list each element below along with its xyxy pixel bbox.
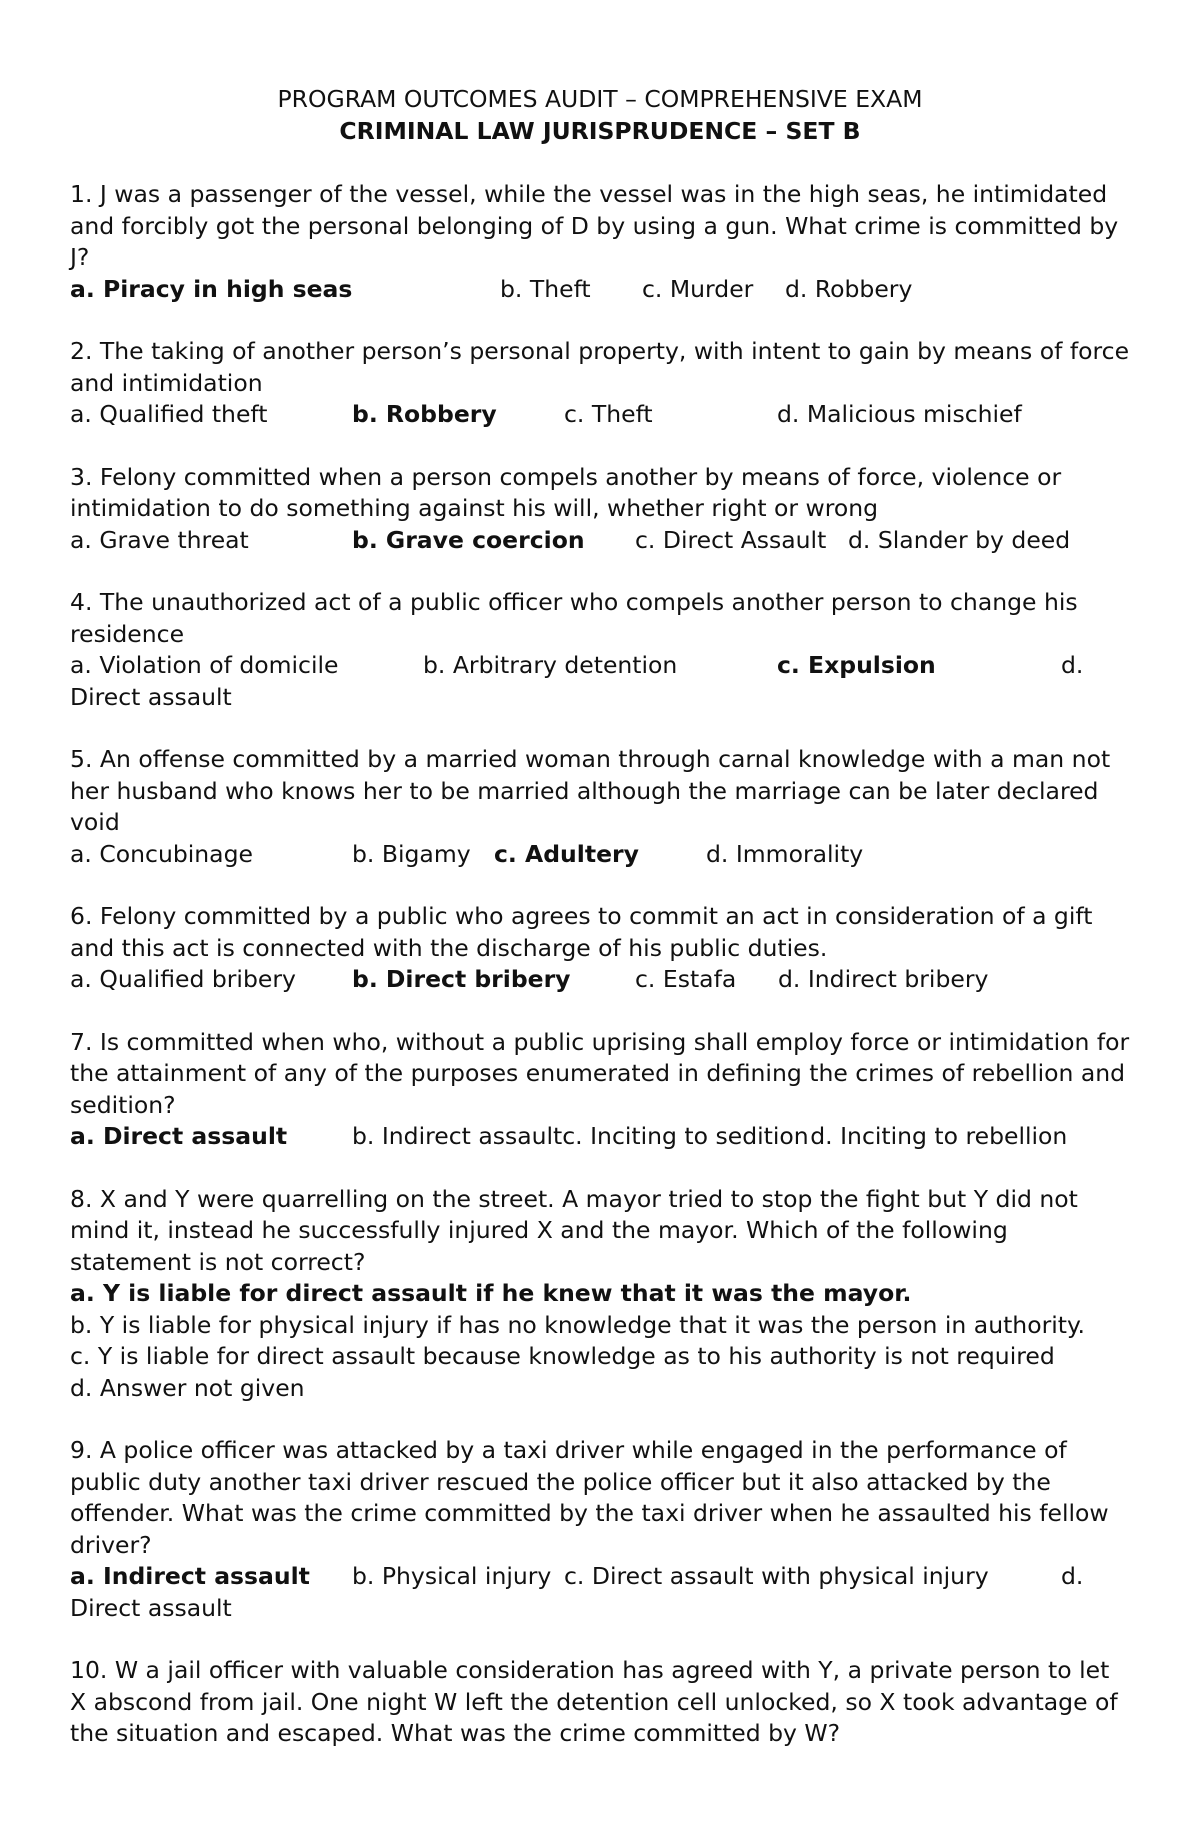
choice-a: a. Grave threat (70, 525, 249, 554)
choice-a: a. Y is liable for direct assault if he knew that it was the mayor. (70, 1279, 912, 1307)
question-text: 10. W a jail officer with valuable consideration has agreed with Y, a private person to let X abscond from jail. One night W left the detention cell unlocked, so X took advantage of the situation and escaped. What was the crime committed by W? (70, 1656, 1118, 1747)
choice-a: a. Qualified theft (70, 400, 268, 428)
choice-a: a. Qualified bribery (70, 965, 296, 993)
choice-d-text: Direct assault (70, 1593, 232, 1622)
question-text: 4. The unauthorized act of a public officer who compels another person to change his residence (70, 588, 1078, 648)
exam-page (70, 84, 1130, 1750)
choice-d: d. Slander by deed (848, 525, 1071, 554)
choice-d: d. Robbery (785, 274, 913, 303)
choice-c: c. Theft (564, 400, 653, 428)
choice-c: c. Inciting to sedition (562, 1122, 809, 1150)
question-text: 1. J was a passenger of the vessel, while the vessel was in the high seas, he intimidated and forcibly got the personal belonging of D by using a gun. What crime is committed by J? (70, 180, 1119, 271)
question-text: 5. An offense committed by a married woman through carnal knowledge with a man not her husband who knows her to be married although the marriage can be later declared void (70, 745, 1111, 836)
choice-a: a. Indirect assault (70, 1562, 310, 1590)
question-10 (70, 1655, 1130, 1750)
question-5 (70, 744, 1130, 870)
choice-a: a. Direct assault (70, 1122, 288, 1150)
choice-b: b. Direct bribery (352, 965, 571, 993)
choice-d: d. Malicious mischief (777, 400, 1022, 428)
choice-c: c. Estafa (635, 965, 737, 993)
choice-b: b. Theft (500, 274, 591, 303)
choices (70, 839, 1130, 871)
question-text: 6. Felony committed by a public who agrees to commit an act in consideration of a gift and this act is connected with the discharge of his public duties. (70, 902, 1093, 962)
question-6 (70, 901, 1130, 996)
choices (70, 525, 1130, 557)
choice-d: d. Immorality (706, 839, 864, 868)
choice-b: b. Bigamy (352, 839, 471, 868)
choices (70, 399, 1130, 431)
choice-a: a. Concubinage (70, 839, 253, 868)
question-8 (70, 1184, 1130, 1405)
choice-a: a. Piracy in high seas (70, 274, 353, 303)
question-text: 7. Is committed when who, without a public uprising shall employ force or intimidation for the attainment of any of the purposes enumerated in defining the crimes of rebellion and sedition? (70, 1027, 1130, 1119)
choice-c: c. Expulsion (777, 651, 936, 679)
choice-b: b. Y is liable for physical injury if has no knowledge that it was the person in authority. (70, 1310, 1086, 1339)
choices (70, 650, 1130, 682)
choice-d: d. (1061, 651, 1084, 679)
choice-c: c. Adultery (494, 839, 639, 868)
exam-subtitle: CRIMINAL LAW JURISPRUDENCE – SET B (339, 116, 861, 145)
choices (70, 1121, 1130, 1153)
choice-b: b. Robbery (352, 400, 497, 428)
exam-title: PROGRAM OUTCOMES AUDIT – COMPREHENSIVE EXAM (277, 85, 923, 113)
question-3 (70, 462, 1130, 557)
question-text: 8. X and Y were quarrelling on the street. A mayor tried to stop the fight but Y did not mind it, instead he successfully injured X and the mayor. Which of the following statement is not correct? (70, 1184, 1078, 1276)
question-text: 9. A police officer was attacked by a taxi driver while engaged in the performance of public duty another taxi driver rescued the police officer but it also attacked by the offender. What was the crime committed by the taxi driver when he assaulted his fellow driver? (70, 1436, 1109, 1559)
choices (70, 964, 1130, 996)
question-4 (70, 587, 1130, 713)
choice-d: d. Answer not given (70, 1373, 305, 1402)
choice-d: d. Inciting to rebellion (810, 1122, 1068, 1150)
question-9 (70, 1435, 1130, 1624)
choice-c: c. Murder (642, 274, 754, 303)
question-1 (70, 179, 1130, 305)
choice-b: b. Physical injury (352, 1562, 552, 1590)
question-text: 3. Felony committed when a person compels another by means of force, violence or intimidation to do something against his will, whether right or wrong (70, 462, 1062, 522)
question-7 (70, 1027, 1130, 1153)
choice-b: b. Indirect assault (352, 1122, 563, 1150)
choice-d: d. Indirect bribery (778, 965, 989, 993)
question-text: 2. The taking of another person’s personal property, with intent to gain by means of force and intimidation (70, 337, 1130, 397)
choice-d: d. (1061, 1562, 1084, 1590)
choice-a: a. Violation of domicile (70, 651, 339, 679)
choice-c: c. Y is liable for direct assault because knowledge as to his authority is not required (70, 1342, 1055, 1370)
choice-c: c. Direct Assault (635, 525, 827, 554)
choice-c: c. Direct assault with physical injury (564, 1562, 989, 1590)
choices (70, 1561, 1130, 1593)
choice-d-text: Direct assault (70, 682, 232, 711)
choices (70, 274, 1130, 306)
choice-b: b. Arbitrary detention (423, 651, 678, 679)
choice-b: b. Grave coercion (352, 525, 585, 554)
question-2 (70, 336, 1130, 431)
